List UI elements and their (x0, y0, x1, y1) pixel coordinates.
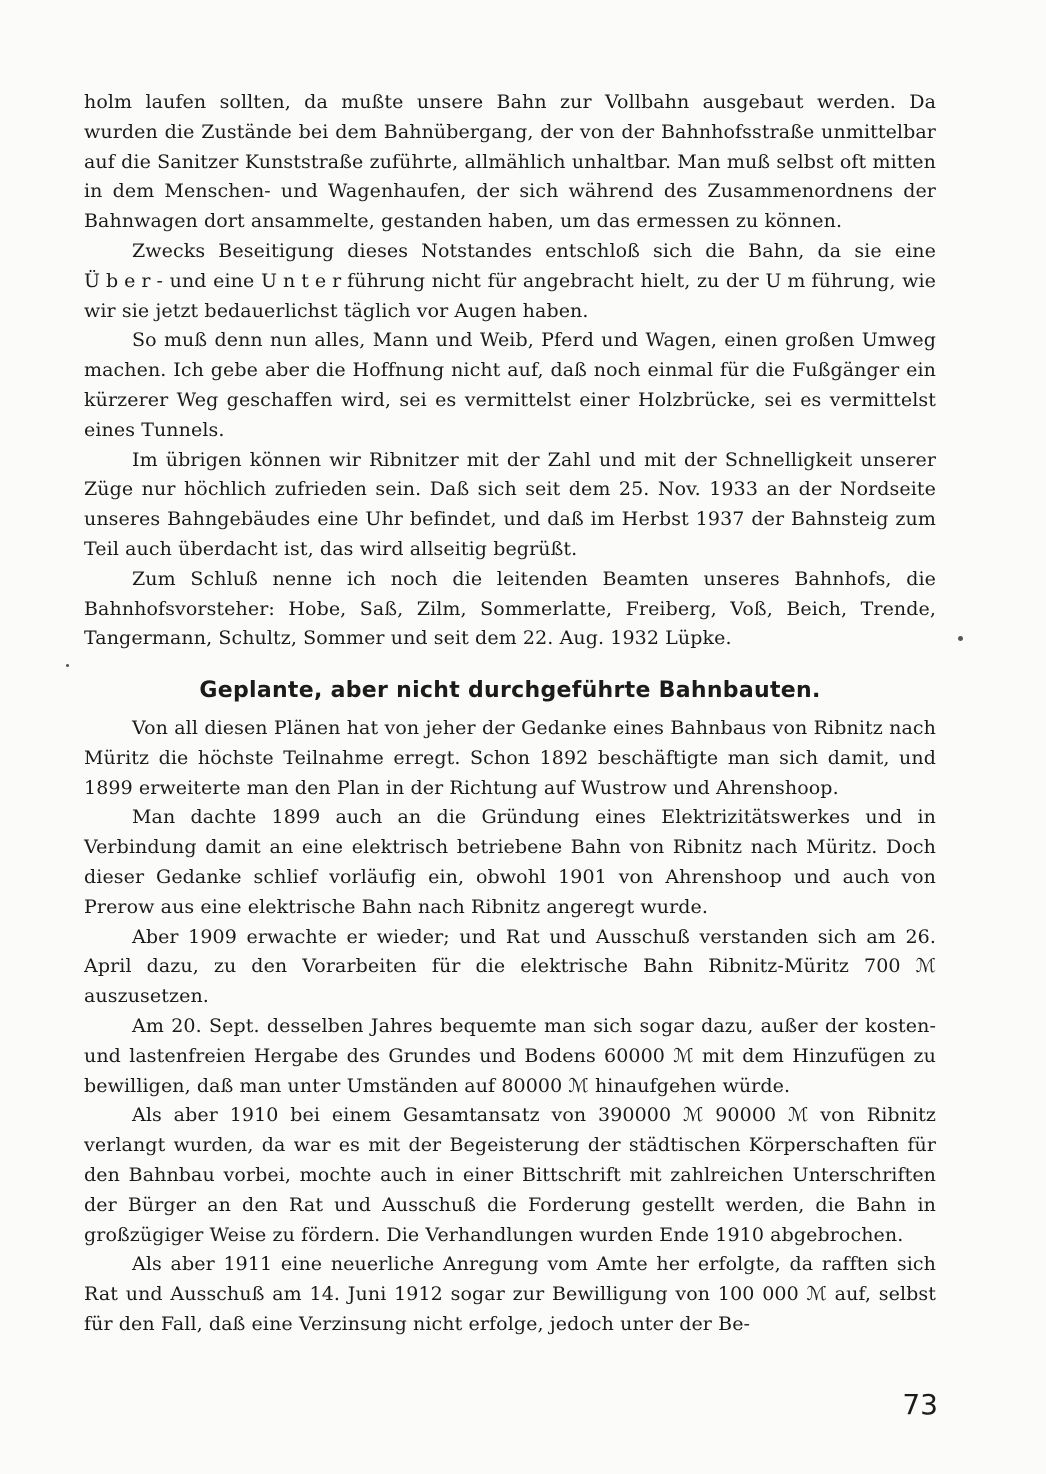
paragraph-bypass-text-3: führung nicht für angebracht hielt, zu der (347, 269, 766, 292)
paragraph-bypass-text-1: Zwecks Beseitigung dieses Notstandes entschloß sich die Bahn, da sie eine (132, 239, 936, 262)
paragraph-ribnitz-mueritz-plan: Von all diesen Plänen hat von jeher der Gedanke eines Bahnbaus von Ribnitz nach Müritz die höchste Teilnahme erregt. Schon 1892 beschäftigte man sich damit, und 1899 erweiterte man den Plan in der Richtung auf Wustrow und Ahrenshoop. (84, 717, 936, 799)
paper-speck (66, 664, 69, 667)
section-unbuilt-railways (84, 714, 936, 1340)
paragraph-electric-railway: Man dachte 1899 auch an die Gründung eines Elektrizitätswerkes und in Verbindung damit an eine elektrisch betriebene Bahn von Ribnitz nach Müritz. Doch dieser Gedanke schlief vorläufig ein, obwohl 1901 von Ahrenshoop und auch von Prerow aus eine elektrische Bahn nach Ribnitz angeregt wurde. (84, 806, 936, 918)
paragraph-level-crossing: holm laufen sollten, da mußte unsere Bahn zur Vollbahn ausgebaut werden. Da wurden die Zustände bei dem Bahnübergang, der von der Bahnhofsstraße unmittelbar auf die Sanitzer Kunststraße zuführte, allmählich unhaltbar. Man muß selbst oft mitten in dem Menschen- und Wagenhaufen, der sich während des Zusammenordnens der Bahnwagen dort ansammelte, gestanden haben, um das ermessen zu können. (84, 91, 936, 233)
term-um: Um (765, 269, 812, 292)
paragraph-station-masters: Zum Schluß nenne ich noch die leitenden Beamten unseres Bahnhofs, die Bahnhofsvorsteher: Hobe, Saß, Zilm, Sommerlatte, Freiberg, Voß, Beich, Trende, Tangermann, Schultz, Sommer und seit dem 22. Aug. 1932 Lüpke. (84, 567, 936, 650)
paragraph-detour: So muß denn nun alles, Mann und Weib, Pferd und Wagen, einen großen Umweg machen. Ich gebe aber die Hoffnung nicht auf, daß noch einmal für die Fußgänger ein kürzerer Weg geschaffen wird, sei es vermittelst einer Holzbrücke, sei es vermittelst eines Tunnels. (84, 329, 936, 441)
paragraph-bypass-text-4: führung, wie wir sie jetzt bedauerlichst täglich vor Augen haben. (84, 269, 936, 322)
paragraph-bypass-text-2: - und eine (156, 269, 261, 292)
term-unter: Unter (260, 269, 348, 292)
page-number: 73 (902, 1388, 938, 1421)
term-ueber: Über (84, 269, 157, 292)
section-railway-history (84, 88, 936, 654)
paragraph-1911-initiative: Als aber 1911 eine neuerliche Anregung vom Amte her erfolgte, da rafften sich Rat und Ausschuß am 14. Juni 1912 sogar zur Bewilligung von 100 000 ℳ auf, selbst für den Fall, daß eine Verzinsung nicht erfolge, jedoch unter der Be- (84, 1253, 936, 1335)
paragraph-bypass (84, 237, 936, 326)
paper-speck (958, 636, 963, 641)
paragraph-train-service: Im übrigen können wir Ribnitzer mit der Zahl und mit der Schnelligkeit unserer Züge nur höchlich zufrieden sein. Daß sich seit dem 25. Nov. 1933 an der Nordseite unseres Bahngebäudes eine Uhr befindet, und daß im Herbst 1937 der Bahnsteig zum Teil auch überdacht ist, das wird allseitig begrüßt. (84, 448, 936, 560)
paragraph-1910-negotiations: Als aber 1910 bei einem Gesamtansatz von 390000 ℳ 90000 ℳ von Ribnitz verlangt wurden, da war es mit der Begeisterung der städtischen Körperschaften für den Bahnbau vorbei, mochte auch in einer Bittschrift mit zahlreichen Unterschriften der Bürger an den Rat und Ausschuß die Forderung gestellt werden, die Bahn in großzügiger Weise zu fördern. Die Verhandlungen wurden Ende 1910 abgebrochen. (84, 1104, 936, 1246)
section-heading: Geplante, aber nicht durchgeführte Bahnbauten. (199, 678, 821, 703)
paragraph-september-grant: Am 20. Sept. desselben Jahres bequemte man sich sogar dazu, außer der kosten- und lastenfreien Hergabe des Grundes und Bodens 60000 ℳ mit dem Hinzufügen zu bewilligen, daß man unter Umständen auf 80000 ℳ hinaufgehen würde. (84, 1014, 936, 1097)
paragraph-1909-revival: Aber 1909 erwachte er wieder; und Rat und Ausschuß verstanden sich am 26. April dazu, zu den Vorarbeiten für die elektrische Bahn Ribnitz-Müritz 700 ℳ auszusetzen. (84, 925, 936, 1008)
